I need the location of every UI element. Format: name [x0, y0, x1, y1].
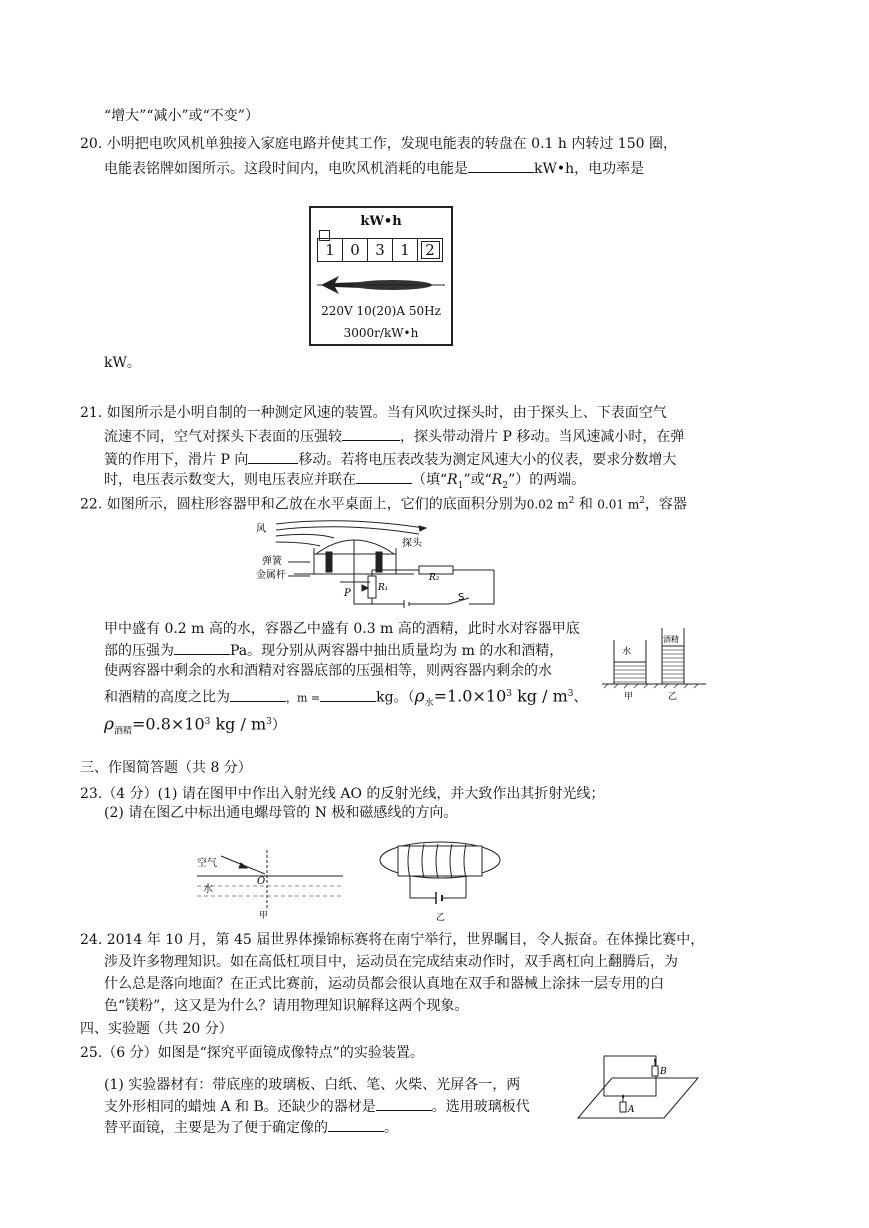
rho-alcohol-value: =0.8×10	[132, 714, 205, 734]
meter-digit-decimal: 2	[418, 238, 443, 262]
rod-label: 金属杆	[256, 570, 286, 581]
q25-line-1: 25.（6 分）如图是“探究平面镜成像特点”的实验装置。	[80, 1045, 424, 1061]
answer-blank[interactable]	[174, 640, 230, 655]
figure-jia-label: 甲	[259, 911, 269, 920]
spring-label: 弹簧	[262, 556, 282, 567]
alcohol-label: 酒精	[663, 635, 679, 644]
q24-line-1: 24. 2014 年 10 月，第 45 届世界体操锦标赛将在南宁举行，世界瞩目，令人振奋。在体操比赛中，	[80, 932, 705, 948]
q22-text: 部的压强为	[104, 643, 174, 659]
rho-water-symbol: ρ	[414, 686, 425, 707]
q24-line-4: 色“镁粉”，这又是为什么？请用物理知识解释这两个现象。	[104, 998, 469, 1014]
section-4-heading: 四、实验题（共 20 分）	[80, 1021, 233, 1037]
q22-text: 、	[573, 689, 588, 706]
q25-line-3	[104, 1096, 530, 1117]
q24-line-2: 涉及许多物理知识。如在高低杠项目中，运动员在完成结束动作时，双手离杠向上翻腾后，为	[104, 954, 678, 970]
q25-text: 替平面镜，主要是为了便于确定像的	[104, 1120, 328, 1136]
q22-line-5	[104, 684, 587, 713]
q21-line-2	[104, 426, 684, 447]
q20-line-1: 20. 小明把电吹风机单独接入家庭电路并使其工作，发现电能表的转盘在 0.1 h 内转过 150 圈，	[80, 136, 677, 152]
wind-label: 风	[256, 524, 266, 535]
q20-unit: kW•h，电功率是	[534, 161, 645, 177]
exp: 3	[567, 689, 574, 699]
rho-alcohol-sub: 酒精	[114, 726, 133, 737]
air-label: 空气	[197, 858, 217, 869]
q21-text: ”或“	[463, 472, 492, 488]
q22-text: 22. 如图所示，圆柱形容器甲和乙放在水平桌面上，它们的底面积分别为	[80, 496, 527, 513]
container-jia-label: 甲	[624, 692, 634, 700]
q21-line-3	[104, 449, 676, 470]
meter-digit: 3	[368, 238, 393, 262]
area-1-exp: 2	[568, 496, 575, 506]
q22-text: Pa。现分别从两容器中抽出质量均为 m 的水和酒精，	[230, 643, 564, 659]
solenoid-figure	[376, 836, 506, 924]
area-2-exp: 2	[639, 496, 645, 506]
answer-blank[interactable]	[468, 158, 534, 173]
section-3-heading: 三、作图简答题（共 8 分）	[80, 760, 252, 776]
exp: 3	[266, 717, 272, 727]
answer-blank[interactable]	[342, 426, 400, 441]
slider-p-label: P	[344, 588, 351, 599]
q21-text: ”）的两端。	[508, 472, 586, 488]
q22-text: ）	[271, 717, 286, 734]
figure-yi-label: 乙	[436, 913, 446, 923]
meter-disk-icon	[317, 272, 447, 298]
answer-blank[interactable]	[320, 687, 376, 702]
q22-line-6	[104, 712, 286, 741]
q21-text: 移动。若将电压表改装为测定风速大小的仪表，要求分数增大	[298, 452, 677, 468]
r1-symbol: R	[447, 472, 458, 488]
rho-water-sub: 水	[424, 698, 434, 709]
q22-line-4: 使两容器中剩余的水和酒精对容器底部的压强相等，则两容器内剩余的水	[104, 663, 552, 679]
q25-text: 。	[384, 1120, 398, 1136]
answer-blank[interactable]	[230, 687, 286, 702]
area-1: 0.02 m	[526, 497, 569, 512]
meter-rev: 3000r/kW•h	[343, 326, 419, 340]
candle-b-label: B	[660, 1067, 667, 1077]
q24-line-3: 什么总是落向地面？在正式比赛前，运动员都会很认真地在双手和器械上涂抹一层专用的白	[104, 976, 664, 992]
r1-label: R₁	[378, 583, 389, 593]
q21-text: （填“	[412, 472, 448, 488]
answer-blank[interactable]	[376, 1096, 432, 1111]
exp: 3	[506, 689, 512, 699]
meter-digit: 0	[343, 238, 368, 262]
switch-label: S	[458, 592, 465, 603]
plane-mirror-figure	[576, 1050, 702, 1122]
q22-line-2: 甲中盛有 0.2 m 高的水，容器乙中盛有 0.3 m 高的酒精，此时水对容器甲底	[104, 621, 580, 637]
q25-line-4	[104, 1117, 398, 1138]
q25-line-2: (1) 实验器材有：带底座的玻璃板、白纸、笔、火柴、光屏各一，两	[104, 1077, 521, 1093]
meter-spec: 220V 10(20)A 50Hz	[321, 304, 441, 318]
q20-line-3: kW。	[104, 355, 141, 371]
q21-text: 流速不同，空气对探头下表面的压强较	[104, 429, 342, 445]
q21-text: 簧的作用下，滑片 P 向	[104, 452, 249, 468]
q22-text: 和酒精的高度之比为	[104, 689, 230, 706]
meter-digit: 1	[393, 238, 418, 262]
meter-unit: kW•h	[360, 214, 402, 229]
water-label: 水	[622, 647, 632, 657]
unit: kg / m	[210, 714, 267, 734]
q22-line-3	[104, 640, 563, 661]
containers-figure	[600, 620, 710, 700]
unit: kg / m	[511, 686, 568, 706]
q22-text: 和	[574, 496, 598, 513]
r2-label: R₂	[429, 573, 440, 583]
q25-text: 支外形相同的蜡烛 A 和 B。还缺少的器材是	[104, 1099, 376, 1115]
q21-text: ，探头带动滑片 P 移动。当风速减小时，在弹	[400, 429, 685, 445]
text-line: “增大”“减小”或“不变”）	[104, 108, 259, 124]
q23-line-2: (2) 请在图乙中标出通电螺母管的 N 极和磁感线的方向。	[104, 805, 458, 821]
q22-text: ，容器	[644, 496, 687, 513]
meter-digits	[317, 238, 443, 262]
exp: 3	[204, 717, 211, 727]
q25-text: 。选用玻璃板代	[431, 1099, 530, 1115]
rho-alcohol-symbol: ρ	[104, 714, 114, 735]
q21-text: 时，电压表示数变大，则电压表应并联在	[104, 472, 356, 488]
q20-line-2	[104, 158, 644, 179]
candle-a-label: A	[628, 1105, 635, 1115]
q22-text: ，m =	[286, 691, 321, 705]
q22-line-1	[80, 491, 687, 515]
answer-blank[interactable]	[356, 469, 412, 484]
answer-blank[interactable]	[248, 449, 298, 464]
q20-text: 电能表铭牌如图所示。这段时间内，电吹风机消耗的电能是	[104, 161, 468, 177]
rho-water-value: =1.0×10	[433, 686, 507, 706]
q21-line-1: 21. 如图所示是小明自制的一种测定风速的装置。当有风吹过探头时，由于探头上、下表面空气	[80, 405, 667, 421]
electricity-meter-figure	[309, 206, 453, 346]
wind-speed-device-figure	[254, 518, 506, 612]
point-o-label: O	[257, 876, 266, 887]
r2-symbol: R	[491, 472, 503, 488]
r1-sub: 1	[457, 480, 464, 491]
probe-label: 探头	[402, 538, 422, 549]
r2-sub: 2	[502, 480, 509, 491]
container-yi-label: 乙	[668, 692, 678, 700]
water-label: 水	[203, 884, 213, 895]
q22-text: kg。（	[376, 689, 415, 706]
area-2: 0.01 m	[597, 497, 640, 512]
answer-blank[interactable]	[328, 1117, 384, 1132]
meter-digit: 1	[317, 238, 343, 262]
refraction-figure	[195, 844, 345, 920]
q23-line-1: 23.（4 分）(1) 请在图甲中作出入射光线 AO 的反射光线，并大致作出其折射光线；	[80, 786, 605, 802]
